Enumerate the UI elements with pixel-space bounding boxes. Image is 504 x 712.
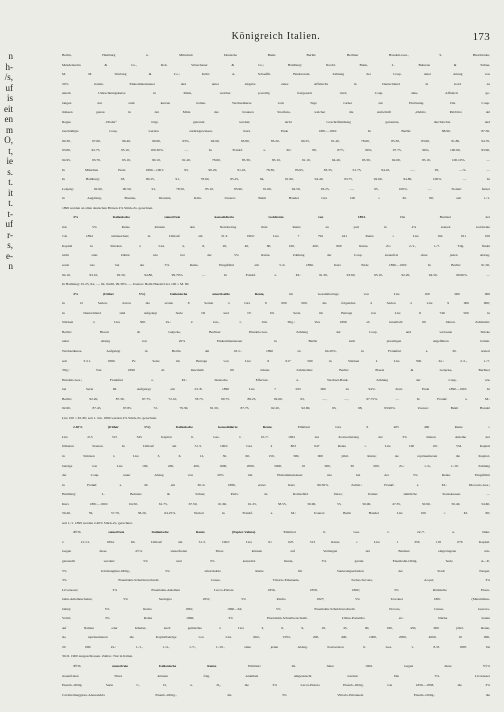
line-text: Emittiert Lire 6 405 460 Rente = — [297, 425, 490, 430]
line-text: Handels-Ges.; Frankfurt a. M.: Deutsche Effecten- u. Wechsel-Bank. Zahlung der Coup. wie — [62, 377, 490, 382]
text-line — [62, 80, 490, 90]
text-line — [62, 691, 490, 701]
line-text: müssen genau in der Mitte des braunen Streifens, welcher die Aufschrift „Debito Pubblico del — [62, 110, 490, 115]
text-line — [62, 481, 490, 491]
line-text: in Deutschland sind aufgelegt Serie III und IV. III. Serie im Betrage von Lire 8 746 500 in — [62, 310, 490, 315]
text-line — [62, 118, 490, 128]
line-text: Leipzig: 92.90, 90.50, 91, 78.50, 85.10, 83.90, 91.60, 94.50, 93.25, —, 95, 100%. — Notiert ferner — [62, 186, 490, 191]
text-line — [62, 99, 490, 109]
line-text: M. M. Warburg & Co.; Köln: A. Schaaffh. Bankverein. Zahlung der Coup. unter Abzug von — [62, 72, 490, 77]
line-text: langen nur zum kurzen italien. Wechselkurse vom Tage vorher zur Einlösung. Die Coup. — [62, 100, 490, 105]
line-text: unter Abzug von 20% Einkommensteuer in Berlin zum jeweiligen ungefähren italien. — [62, 339, 490, 344]
line-text: in Stücken à Lire 3, 6, 12, 30, 60, 150, 300, 900 jährl. Rente; sie repräsentieren die Kapital- — [62, 453, 490, 458]
text-line — [62, 166, 490, 176]
section-start-line — [62, 423, 490, 433]
line-text: In Hamburg: 93, 90.25, 91, 78.60, 85.25, 84, 91.90, 94.40, 93.75, 92.60, 94.80, 100%. — In — [62, 177, 490, 182]
margin-fragment: s. — [7, 166, 13, 177]
line-text: Stücken à Lire 500. Zs.: 2. Jan., 1. Juli. Tilg.: Von 1899 ab innerhalb 60 Jahren. Zahlstelle: — [62, 320, 490, 325]
text-line — [62, 357, 490, 367]
text-line — [62, 328, 490, 338]
margin-fragment: t- — [7, 208, 13, 219]
text-line — [62, 318, 490, 328]
line-text: getauscht werden: 5% und 3% konsolid. Rente, 3% garant. Eisenbahn-Oblig. Serie A—E, — [62, 558, 490, 563]
text-line — [62, 70, 490, 80]
text-line — [62, 519, 490, 529]
line-text: Regno d'Italia“ trägt, getrennt werden; nicht vorschriftsmässig getrennte, durchlochte und — [62, 119, 490, 124]
line-text: nicht statt. Zahlst. wie bei der 5% Rente. Zahlung der Coup. steuerfrei ohne jeden Abzug, — [62, 253, 490, 258]
page-number: 173 — [472, 31, 490, 43]
text-line — [62, 156, 490, 166]
line-text: Kurs 1881—1901: 64.50, 61.75, 67.50, 61.60, 61.25, 58.55, 56.90, 55, 56.90, 47.35, 50.90, 50.40, 54.60, — [62, 501, 490, 506]
line-text: bahn-Anleihescheine; 5% Sardegna 1851; 5% Parma 1827; 5% Toscaner 1861 (Maremman- — [62, 597, 490, 602]
running-head — [62, 30, 490, 44]
line-text: In Hamburg: 91.25, 94, —, 92, 94.60, 99.30%. — Usance: Beim Handel Lire 100 = M. 80. — [62, 282, 190, 287]
text-line — [62, 557, 490, 567]
line-text: In München Ende 1890—1901: 93, 90.20, 91.45, 78.30, 85.65, 83.35, 91.75, 94.45, —, 95, —%. — — [62, 167, 490, 172]
text-line — [62, 471, 490, 481]
line-text: sie repräsentieren die Kapitalbeträge von Lire 66⅔, 133⅓, 200, 400, 1000, 2000, 4000, 10 000, — [62, 635, 490, 640]
line-text: einem Umrechnungskurse in Mark, welcher jeweilig festgesetzt wird; Coup. ohne Affidavit ge- — [62, 91, 490, 96]
margin-fragment: m — [5, 124, 13, 135]
line-text: Berlin, Hamburg u. München: Deutsche Bank: Berlin: Berliner Handels-Ges., S. Bleichröder, — [62, 53, 490, 57]
line-text: Livornoser; 3% Eisenbahn-Anleihen Lucca-Pistoia 1856, 1858, 1860; 3% Römische Eisen- — [62, 587, 490, 592]
text-line — [62, 204, 490, 214]
text-line — [62, 251, 490, 261]
line-text: Berlin: Breest & Gelpcke, Berliner Handels-Ges. Zahlung der Coup. und verlosten Stücke — [62, 329, 490, 334]
line-text: 90.30, 97.60, 96.40, 99.90, 93%, 94.90, 93.80, 83.20, 90.25, 91.40, 78.60, 85.30, 83.90, 91.80, 94.70, — [62, 138, 490, 143]
text-line — [62, 681, 490, 691]
section-start-line — [62, 528, 490, 538]
text-line — [62, 299, 490, 309]
line-text: Die Besitzer der — [400, 215, 490, 220]
line-text: Voltri; 3% Roma 1866; 3% Eisenbahn-Schuldverschreib. Udine-Pontebba etc. Stücke lauten — [62, 616, 490, 621]
line-text: auf Namen oder Inhaber, auch gemischte à Lire 3, 6, 9, 18, 45, 90, 180, 450, 900 jährl. Rente, — [62, 625, 490, 630]
text-line — [62, 223, 490, 233]
line-text: der Coup. unter Abzug von 20% ital. Einkommensteuer wie bei der 5% Rente. Eingeführt — [62, 473, 490, 478]
line-text: beträge von Lire 100, 200, 400, 1000, 2000, 5000, 10 000, 30 000. Zs.: 1./4., 1./10. Zahlung — [62, 463, 490, 468]
line-text: Mendelssohn & Co., Rob. Warschauer & Co.; Hamburg: Nordd. Bank, L. Behrens & Söhne, — [62, 62, 490, 67]
text-line — [62, 61, 490, 71]
line-text: in Augsburg, Breslau, Dresden, Köln. Usance: Beim Handel Lire 100 = M. 80; seit 1./1. — [62, 196, 490, 201]
text-line — [62, 347, 490, 357]
margin-fragment: e- — [6, 250, 13, 261]
section-heading: 4½% steuerfreie Italienische Rente (Papier-Valuta). — [73, 530, 257, 535]
line-text: sonst wie bei der 5% Rente. Eingeführt am 5./4. 1896. Kurs Ende 1896—1901: In Berlin: 91.50, — [62, 263, 490, 268]
text-line — [62, 509, 490, 519]
line-text: Cavallermaggiore-Alessandria Eisenb.-Oblig., die 3% Vittorio-Emanuele Eisenb.-Oblig., die — [62, 692, 490, 697]
margin-fragment: t. — [8, 177, 13, 187]
text-line — [62, 271, 490, 281]
text-line — [62, 337, 490, 347]
margin-fragment: eit — [4, 103, 13, 114]
line-text: 94.10, 93.10, 92.50, 94.80, 99.70%. — In Frankf. a. M.: 91.30, 93.60, 93.10, 92.20, 94.50, 99.60%. — — [62, 272, 490, 277]
line-text: 30./6. 1900 ausgeschlossen. Zahlst.: Nur in Italien. — [62, 654, 134, 659]
line-text: 5% Kirchengüter-Oblig., 5% amortisable Rente für Sanierungsarbeiten der Stadt Neapel, — [62, 568, 490, 573]
text-line — [62, 366, 490, 376]
line-text: ital. 5% Rente können den Nettobetrag ihrer Rente zu pari in 4% konsol. Goldrente — [62, 224, 490, 229]
margin-fragment: ie — [6, 156, 13, 166]
text-line — [62, 595, 490, 605]
text-line — [62, 127, 490, 137]
margin-fragment: O, — [4, 135, 13, 145]
text-line — [62, 108, 490, 118]
text-line — [62, 385, 490, 395]
line-text: v. 21./11. 1894. Im Umlauf am 31.3. 1902: Lire 61 025 313 Rente = Lire 1 356 118 076 Kapital. — [62, 539, 490, 544]
line-text: Hamburg: L. Behrens & Söhne; Paris: de Rothschild frères; Italien: sämtliche Staatskassen. — — [62, 492, 490, 497]
line-text: bei Serie III. Aufgelegt am 23./8. 1890 Lire 7 025 000 zu 94%. Kurs Ende 1890—1901: In — [62, 387, 490, 392]
text-line — [62, 51, 490, 61]
margin-fragment: t. — [8, 198, 13, 208]
text-line — [62, 137, 490, 147]
text-line — [62, 614, 490, 624]
section-start-line — [62, 213, 490, 223]
margin-fragment: t, — [8, 145, 13, 156]
line-text: 1899 werden an allen deutschen Börsen 4% Stück-Zs. gerechnet. — [62, 205, 153, 210]
line-text: von 1894 umtauschen; in Umlauf am 31.3. 1902: Lire 7 792 441 Rente = Lire 194 811 100 — [62, 234, 490, 239]
text-line — [62, 547, 490, 557]
text-line — [62, 89, 490, 99]
text-line — [62, 433, 490, 443]
line-text: Emittiert im Jahre 1902. Gegen diese 3½% — [248, 664, 490, 668]
line-text: bahn); 5% Roma 1861; 1860—64; 5% Eisenbahn-Schuldverschreib. Novara, Cuneo, Genova- — [62, 606, 490, 611]
text-line — [62, 395, 490, 405]
text-line — [62, 175, 490, 185]
text-line — [62, 567, 490, 577]
text-line — [62, 643, 490, 653]
text-line — [62, 605, 490, 615]
line-text: Gegen diese 4½% steuerfreien Titres können auf Verlangen der Besitzer eingetragene um- — [62, 549, 490, 554]
text-line — [62, 652, 490, 662]
line-text: Lire 100 = M. 80; seit 1. Jan. 1899 werden 4% Stück-Zs. gerechnet. — [62, 415, 157, 420]
text-line — [62, 261, 490, 271]
line-text: 3% Eisenbahn-Schuldverschreib. Cuneo. Vittorio-Emanuele, Torino-Savona, Acqui; 3% — [62, 578, 490, 583]
text-line — [62, 404, 490, 414]
line-text: in Frankf. a. M. am 30./4. 1886, erster Kurs 80.50%. Zahlst.: Frankf. a. M.: Disconto-Ges.; — [62, 482, 490, 487]
text-line — [62, 490, 490, 500]
facing-page-margin-fragments — [0, 51, 13, 272]
line-text: Kapital in Stücken à Lire 4, 8, 20, 40, 80, 160, 400, 800 Rente. Zs.: 2./1., 1./7. Tilg. findet — [62, 243, 490, 248]
section-heading: 4% (früher 5%) Italienische amortisable Rente, — [73, 291, 265, 296]
line-text: früheren Staaten. In Umlauf am 31.3. 1902: Lire 4 803 047 Rente = Lire 160 101 554 Kapital — [62, 444, 490, 449]
text-line — [62, 633, 490, 643]
margin-fragment: n — [8, 51, 13, 61]
line-text: seit 3./11. 1890. IV. Serie im Betrage von Lire 8 617 500 in Stücken à Lire 500. Zs.: 2./1., 1./7. — [62, 358, 490, 363]
text-line — [62, 232, 490, 242]
line-text: 20% italien. Einkommensteuer und unter Abgabe eines Affidavits in Deutschland in Gold zu — [62, 81, 490, 86]
line-text: Tilg.: Von 1899 ab innerhalb 60 Jahren. Zahlstellen: Berlin: Breest & Gelpcke, Berliner — [62, 368, 490, 373]
line-text: 93.80, 92.75, 95.10, 100.30%. — In Frankf. a. M.: 89, 87½, 90⅝, 97.75, 96⅜, 100.60, 93.90, — [62, 148, 490, 153]
line-text: Lire 213 515 345 Kapital lt. Ges. v. 10./7. 1861 zur Konvertierung der 3% älteren Anleihe der — [62, 434, 490, 439]
text-line — [62, 452, 490, 462]
line-text: Berlin: 92.20, 87.30, 87.75, 72.10, 78.75, 80.75, 88.25, 92.60, 93, —, —, 97.75%. — In Frankf. a. M.: — [62, 396, 490, 401]
text-line — [62, 280, 490, 290]
text-line — [62, 414, 490, 424]
line-text: seit 1./1. 1899 werden 2.40% Stück-Zs. gerechnet. — [62, 520, 133, 525]
margin-fragment: n — [8, 261, 13, 271]
section-start-line — [62, 290, 490, 300]
text-line — [62, 624, 490, 634]
section-start-line — [62, 662, 490, 672]
line-text: 20 000. Zs.: 1./1., 1./4., 1./7., 1./10., ohne jeden Abzug. Konversion lt. Ges. v. 8./8. 1895 bis — [62, 644, 490, 649]
text-line — [62, 146, 490, 156]
margin-fragment: uf — [5, 219, 13, 229]
body-text — [62, 51, 490, 700]
text-line — [62, 442, 490, 452]
page-title: Königreich Italien. — [231, 31, 321, 42]
text-line — [62, 309, 490, 319]
line-text: 59.40, 59, 57.70, 58.20, 64.25%. Notiert in Frankf. a. M.: Usance: Beim Handel Lire 100 = M. 80; — [62, 511, 490, 516]
line-text: 92.60, 87.45, 87.85, 72, 79.30, 81.50, 87.75, 92.20, 92.80, 93, 98, 93.90%. Usance: Beim Handel — [62, 406, 490, 411]
line-text: Emittiert lt. Ges. v. 22./7. u. Dekr. — [283, 530, 490, 535]
margin-fragment: h- — [5, 61, 13, 72]
line-text: steuerfreien Titres können folg. Anleihen umgetauscht werden: Die 3% Livorneser — [62, 673, 490, 678]
text-line — [62, 242, 490, 252]
text-line — [62, 185, 490, 195]
margin-fragment: uf — [5, 82, 13, 93]
line-text: in 12 Serien, davon die ersten 8 Serien à Lire 8 000 000, die folgenden 4 Serien à Lire 9 000 000; — [62, 301, 490, 306]
text-line — [62, 538, 490, 548]
text-line — [62, 462, 490, 472]
text-line — [62, 672, 490, 682]
margin-fragment: s, — [7, 240, 13, 250]
margin-fragment: /s, — [4, 72, 13, 82]
section-heading: 3½% steuerfreie Italienische Rente. — [73, 664, 217, 668]
margin-fragment: r- — [7, 229, 13, 240]
text-line — [62, 376, 490, 386]
line-text: Wechselkurse. Aufgelegt in Berlin am 18./1. 1890 zu 94.20%, in Frankfurt a. M. notiert — [62, 348, 490, 353]
text-line — [62, 576, 490, 586]
text-line — [62, 194, 490, 204]
line-text: Eisenb.-Oblig. Serie C, D₁ u. D₂, die 3% Lucca-Pistoia Eisenb.-Oblig. von 1856—1858, die 3% — [62, 683, 490, 688]
line-text: 94.95, 93.70, 93.10, 90.10, 91.40, 78.60, 85.30, 83.10, 91.10, 94.40, 93.30, 92.60, 95.10, 100.10%. — — [62, 158, 490, 163]
line-text: beschädigte Coup. werden zurückgewiesen. Kurs Ende 1881—1901: In Berlin: 88.90, 87.50, — [62, 129, 490, 134]
line-text: im Gesamtbetrage von Lire 100 000 000 — [289, 291, 490, 296]
section-heading: 2.40% (früher 3%) Italienische konsolidierte Rente. — [73, 425, 273, 430]
margin-fragment: is — [6, 93, 13, 103]
margin-fragment: en — [4, 114, 13, 124]
text-line — [62, 500, 490, 510]
section-heading: 4% Italienische steuerfreie konsolidierte Goldrente von 1894. — [73, 215, 366, 220]
margin-fragment: it — [7, 187, 13, 198]
text-line — [62, 586, 490, 596]
